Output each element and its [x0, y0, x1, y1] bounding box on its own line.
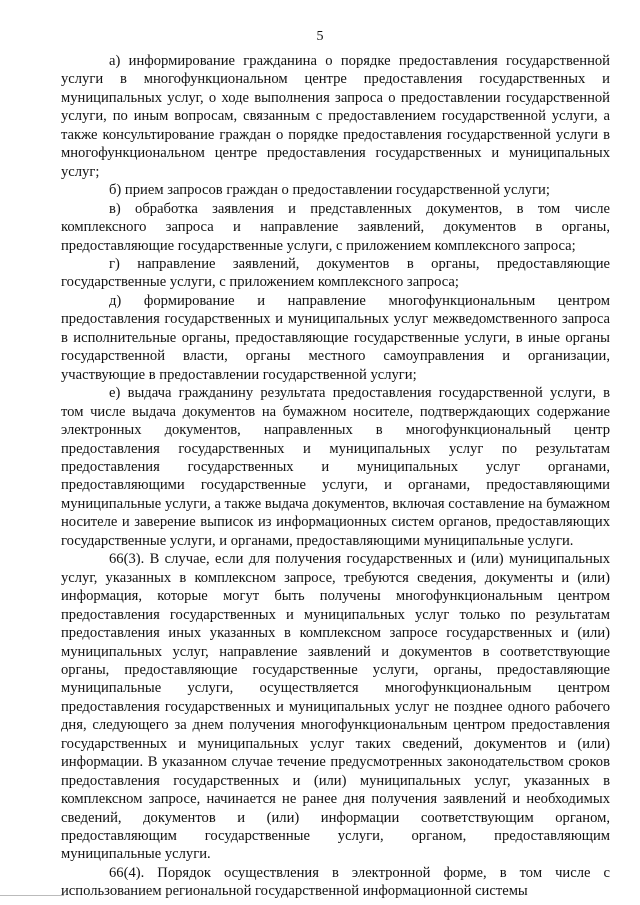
paragraph-b: б) прием запросов граждан о предоставлении государственной услуги; — [109, 182, 550, 199]
paragraph-g: г) направление заявлений, документов в органы, предоставляющие государственные услуги, с приложением комплексного запроса; — [61, 255, 610, 291]
body-text — [61, 52, 610, 901]
paragraph-v: в) обработка заявления и представленных документов, в том числе комплексного запроса и направление заявлений, документов в органы, предоставляющие государственные услуги, с приложением комплексного запроса; — [61, 200, 610, 254]
paragraph-66-3: 66(3). В случае, если для получения государственных и (или) муниципальных услуг, указанных в комплексном запросе, требуются сведения, документы и (или) информация, которые могут быть получены многофункциональным центром предоставления государственных и муниципальных услуг только по результатам предоставления иных указанных в комплексном запросе государственных и (или) муниципальных услуг, направление заявлений и документов в соответствующие органы, предоставляющие государственные услуги, органы, предоставляющие муниципальные услуги, осуществляется многофункциональным центром предоставления государственных и муниципальных услуг не позднее одного рабочего дня, следующего за днем получения многофункциональным центром предоставления государственных и муниципальных услуг таких сведений, документов и (или) информации. В указанном случае течение предусмотренных законодательством сроков предоставления государственных и (или) муниципальных услуг, указанных в комплексном запросе, начинается не ранее дня получения заявлений и необходимых сведений, документов и (или) информации соответствующим органом, предоставляющим государственные услуги, органом, предоставляющим муниципальные услуги. — [61, 551, 610, 863]
page-number: 5 — [316, 29, 324, 44]
paragraph-a: а) информирование гражданина о порядке предоставления государственной услуги в многофункциональном центре предоставления государственных и муниципальных услуг, о ходе выполнения запроса о предоставлении государственной услуги, по иным вопросам, связанным с предоставлением государственной услуги, а также консультирование граждан о порядке предоставления государственной услуги в многофункциональном центре предоставления государственных и муниципальных услуг; — [61, 53, 610, 180]
paragraph-d: д) формирование и направление многофункциональным центром предоставления государственных и муниципальных услуг межведомственного запроса в исполнительные органы, предоставляющие государственные услуги, в иные органы государственной власти, органы местного самоуправления и организации, участвующие в предоставлении государственной услуги; — [61, 292, 610, 383]
footer-rule — [0, 895, 64, 896]
paragraph-66-4: 66(4). Порядок осуществления в электронной форме, в том числе с использованием региональной государственной информационной системы — [61, 864, 610, 900]
paragraph-e: е) выдача гражданину результата предоставления государственной услуги, в том числе выдача документов на бумажном носителе, подтверждающих содержание электронных документов, направленных в многофункциональный центр предоставления государственных и муниципальных услуг по результатам предоставления государственных и муниципальных услуг органами, предоставляющими государственные услуги, и органами, предоставляющими муниципальные услуги, а также выдача документов, включая составление на бумажном носителе и заверение выписок из информационных систем органов, предоставляющих государственные услуги, и органами, предоставляющими муниципальные услуги. — [61, 385, 610, 549]
